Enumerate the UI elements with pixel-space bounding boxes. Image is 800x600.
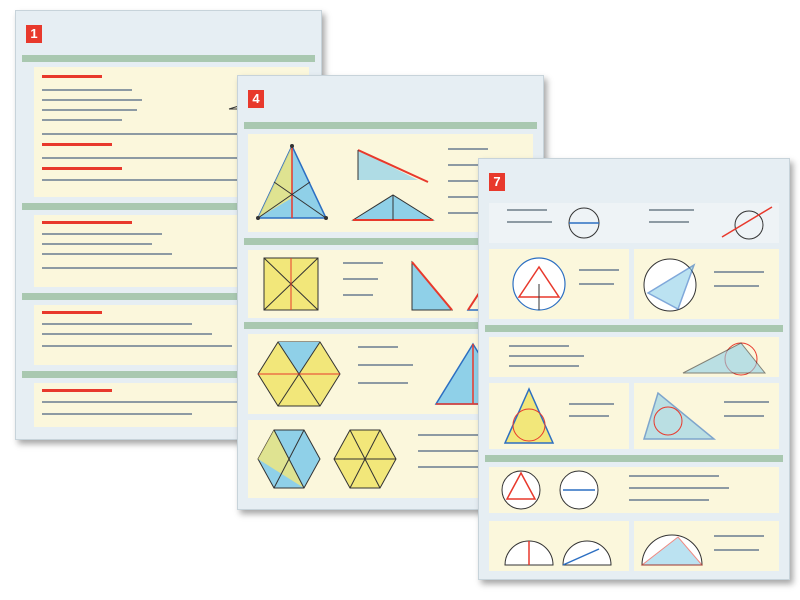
text-line [649,221,689,223]
highlight-text [42,389,112,392]
text-line [724,415,764,417]
content-panel [634,249,779,319]
highlight-text [42,311,102,314]
triangle-figure [252,138,332,228]
text-line [509,355,584,357]
definition-panel [489,203,779,243]
text-line [724,401,769,403]
text-line [42,333,212,335]
content-panel [489,467,779,513]
text-line [42,119,122,121]
text-line [509,365,579,367]
text-line [569,415,609,417]
formula-line [358,382,408,384]
text-line [714,535,764,537]
text-line [42,253,172,255]
highlight-text [42,167,122,170]
sheet-header [26,19,311,49]
triangle-figure [638,387,718,445]
triangle-figure [499,385,559,447]
text-line [714,285,759,287]
formula-line [343,262,383,264]
sheet-number-badge: 7 [489,173,505,191]
text-line [42,401,242,403]
text-line [629,475,719,477]
circle-figure [638,253,704,315]
section-band [485,455,783,462]
highlight-text [42,75,102,78]
triangle-figure [348,140,438,230]
sheet-number-badge: 1 [26,25,42,43]
text-line [42,109,137,111]
sheet-header [248,84,533,114]
highlight-text [42,221,132,224]
text-line [42,89,132,91]
poster-sheet-7 [478,158,790,580]
text-line [629,499,709,501]
text-line [42,157,262,159]
content-panel [634,383,779,449]
text-line [569,403,614,405]
text-line [42,413,192,415]
triangle-figure [679,339,775,377]
text-line [42,345,232,347]
semicircle-figure [638,523,708,569]
sheet-header [489,167,779,197]
text-line [579,269,619,271]
circle-figure [559,203,609,243]
content-panel [489,383,629,449]
content-panel [489,521,629,571]
text-line [42,267,242,269]
text-line [714,549,759,551]
text-line [507,221,552,223]
hexagon-figure [254,336,344,412]
content-panel [489,337,779,377]
highlight-text [42,143,112,146]
text-line [42,99,142,101]
formula-line [343,294,373,296]
circle-figure [509,253,569,315]
section-band [22,55,315,62]
sheet-number-badge: 4 [248,90,264,108]
text-line [507,209,547,211]
formula-line [448,148,488,150]
text-line [629,487,729,489]
content-panel [489,249,629,319]
square-figure [258,252,328,316]
formula-line [343,278,378,280]
text-line [42,233,162,235]
text-line [649,209,694,211]
text-line [714,271,764,273]
semicircle-figure [499,523,619,569]
text-line [579,283,614,285]
section-band [244,122,537,129]
text-line [42,243,152,245]
text-line [509,345,569,347]
formula-line [358,346,398,348]
hexagon-figure [254,424,324,494]
section-band [485,325,783,332]
content-panel [634,521,779,571]
hexagon-figure [330,424,400,494]
text-line [42,323,192,325]
circle-figure [714,203,774,243]
formula-line [358,364,413,366]
circle-figure [499,469,609,511]
